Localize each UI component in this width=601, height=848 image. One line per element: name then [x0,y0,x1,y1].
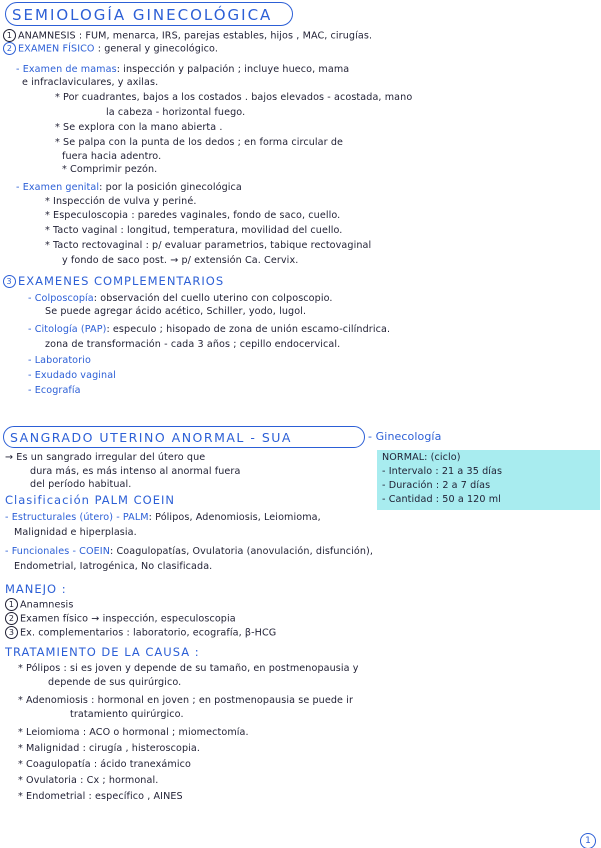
manejo-text-3: Ex. complementarios : laboratorio, ecografía, β-HCG [20,627,277,639]
normal-title: NORMAL: (ciclo) [382,452,461,463]
citologia-text: : especulo ; hisopado de zona de unión escamo-cilíndrica. [106,324,391,335]
exudado-item: - Exudado vaginal [28,370,116,381]
estructurales-line-2: Malignidad e hiperplasia. [14,527,137,538]
anamnesis-line [3,29,583,43]
ginecologia-label: - Ginecología [368,431,442,443]
examen-fisico-rest: : general y ginecológico. [97,43,218,55]
citologia-line-2: zona de transformación - cada 3 años ; cepillo endocervical. [45,339,341,350]
ecografia-item: - Ecografía [28,385,81,396]
tratamiento-adenomiosis-1: * Adenomiosis : hormonal en joven ; en postmenopausia se puede ir [18,695,353,706]
tratamiento-malignidad: * Malignidad : cirugía , histeroscopia. [18,743,201,754]
tratamiento-heading: TRATAMIENTO DE LA CAUSA : [5,646,200,658]
title-sangrado: SANGRADO UTERINO ANORMAL - SUA [3,426,365,448]
colposcopia-heading: - Colposcopía [28,293,94,304]
estructurales-heading: - Estructurales (útero) - PALM [5,512,149,523]
tratamiento-leiomioma: * Leiomioma : ACO o hormonal ; miomectomía. [18,727,249,738]
mamas-line-2: e infraclaviculares, y axilas. [22,77,159,88]
genital-line-6: y fondo de saco post. → p/ extensión Ca. Cervix. [62,255,299,266]
genital-heading: - Examen genital [16,182,100,193]
title-semiologia: SEMIOLOGÍA GINECOLÓGICA [5,2,293,26]
mamas-line-5: * Se explora con la mano abierta . [55,122,223,133]
clasificacion-heading: Clasificación PALM COEIN [5,494,175,506]
genital-line-1 [16,182,586,194]
mamas-heading: - Examen de mamas [16,64,117,75]
sua-def-line-1: → Es un sangrado irregular del útero que [5,452,206,463]
mamas-line-4: la cabeza - horizontal fuego. [106,107,246,118]
mamas-text-1: : inspección y palpación ; incluye hueco, mama [116,64,350,75]
sua-def-line-2: dura más, es más intenso al anormal fuera [30,466,241,477]
funcionales-line [5,546,597,558]
manejo-num-1: 1 [5,598,18,611]
genital-text-1: : por la posición ginecológica [99,182,242,193]
estructurales-line [5,512,597,524]
colposcopia-line-2: Se puede agregar ácido acético, Schiller, yodo, lugol. [45,306,307,317]
manejo-item-2 [5,612,565,626]
colposcopia-text: : observación del cuello uterino con colposcopio. [93,293,333,304]
colposcopia-line [28,293,593,305]
normal-intervalo: - Intervalo : 21 a 35 días [382,466,503,477]
page-number: 1 [580,833,596,848]
citologia-heading: - Citología (PAP) [28,324,107,335]
normal-box [377,450,600,510]
anamnesis-text: ANAMNESIS : FUM, menarca, IRS, parejas estables, hijos , MAC, cirugías. [18,30,373,42]
mamas-line-6: * Se palpa con la punta de los dedos ; en forma circular de [55,137,344,148]
mamas-line-7: fuera hacia adentro. [62,151,162,162]
citologia-line [28,324,598,336]
genital-line-3: * Especuloscopia : paredes vaginales, fondo de saco, cuello. [45,210,341,221]
normal-duracion: - Duración : 2 a 7 días [382,480,491,491]
manejo-item-3 [5,626,565,640]
manejo-heading: MANEJO : [5,583,67,595]
num-2: 2 [3,42,16,55]
genital-line-2: * Inspección de vulva y periné. [45,196,197,207]
mamas-line-1 [16,64,586,76]
tratamiento-ovulatoria: * Ovulatoria : Cx ; hormonal. [18,775,159,786]
examen-fisico-line [3,42,583,56]
num-3: 3 [3,275,16,288]
mamas-line-8: * Comprimir pezón. [62,164,158,175]
funcionales-line-2: Endometrial, Iatrogénica, No clasificada. [14,561,213,572]
genital-line-5: * Tacto rectovaginal : p/ evaluar parametrios, tabique rectovaginal [45,240,372,251]
genital-line-4: * Tacto vaginal : longitud, temperatura, movilidad del cuello. [45,225,343,236]
manejo-text-1: Anamnesis [20,599,74,611]
num-1: 1 [3,29,16,42]
complementarios-heading: EXAMENES COMPLEMENTARIOS [18,275,225,288]
tratamiento-coagulopatia: * Coagulopatía : ácido tranexámico [18,759,191,770]
estructurales-text: : Pólipos, Adenomiosis, Leiomioma, [148,512,321,523]
tratamiento-polipos-2: depende de sus quirúrgico. [48,677,182,688]
examen-fisico-heading: EXAMEN FÍSICO [18,43,95,55]
tratamiento-polipos-1: * Pólipos : si es joven y depende de su tamaño, en postmenopausia y [18,663,359,674]
sua-def-line-3: del período habitual. [30,479,132,490]
funcionales-text: : Coagulopatías, Ovulatoria (anovulación, disfunción), [109,546,374,557]
manejo-num-3: 3 [5,626,18,639]
normal-cantidad: - Cantidad : 50 a 120 ml [382,494,501,505]
manejo-text-2: Examen físico → inspección, especuloscopia [20,613,236,625]
mamas-line-3: * Por cuadrantes, bajos a los costados . bajos elevados - acostada, mano [55,92,413,103]
laboratorio-item: - Laboratorio [28,355,91,366]
funcionales-heading: - Funcionales - COEIN [5,546,110,557]
manejo-num-2: 2 [5,612,18,625]
tratamiento-adenomiosis-2: tratamiento quirúrgico. [70,709,184,720]
complementarios-heading-line [3,275,563,288]
tratamiento-endometrial: * Endometrial : específico , AINES [18,791,183,802]
manejo-item-1 [5,598,565,612]
